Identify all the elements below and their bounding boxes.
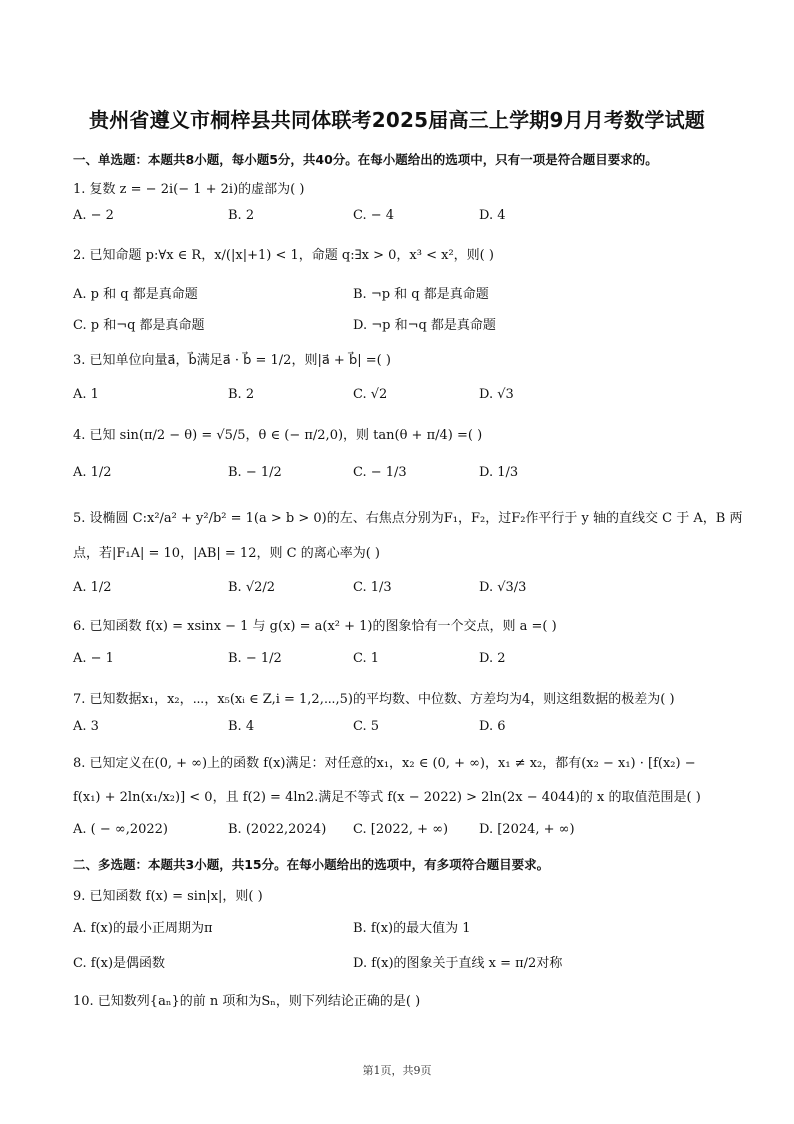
q6-option-c: C. 1 <box>353 651 380 666</box>
q6-option-a: A. − 1 <box>73 651 114 666</box>
q3-option-d: D. √3 <box>479 387 514 402</box>
q3-option-c: C. √2 <box>353 387 388 402</box>
q4-option-b: B. − 1/2 <box>228 465 282 480</box>
q6-option-b: B. − 1/2 <box>228 651 282 666</box>
question-8: 8. 已知定义在(0, + ∞)上的函数 f(x)满足：对任意的x₁，x₂ ∈ (0, + ∞)，x₁ ≠ x₂，都有(x₂ − x₁) · [f(x₂) − <box>73 756 696 771</box>
q3-option-a: A. 1 <box>73 387 99 402</box>
q2-option-b: B. ¬p 和 q 都是真命题 <box>353 287 489 302</box>
q4-option-d: D. 1/3 <box>479 465 519 480</box>
question-8-line-2: f(x₁) + 2ln(x₁/x₂)] < 0，且 f(2) = 4ln2.满足不等式 f(x − 2022) > 2ln(2x − 4044)的 x 的取值范围是( ) <box>73 790 701 805</box>
section-heading-single-choice: 一、单选题：本题共8小题，每小题5分，共40分。在每小题给出的选项中，只有一项是符合题目要求的。 <box>73 152 658 167</box>
question-3: 3. 已知单位向量a⃗，b⃗满足a⃗ · b⃗ = 1/2，则|a⃗ + b⃗| =( ) <box>73 353 391 368</box>
q1-option-b: B. 2 <box>228 208 255 223</box>
q1-option-c: C. − 4 <box>353 208 395 223</box>
q8-option-c: C. [2022, + ∞) <box>353 822 449 837</box>
question-2: 2. 已知命题 p:∀x ∈ R，x/(|x|+1) < 1，命题 q:∃x > 0，x³ < x²，则( ) <box>73 248 494 263</box>
question-5: 5. 设椭圆 C:x²/a² + y²/b² = 1(a > b > 0)的左、右焦点分别为F₁，F₂，过F₂作平行于 y 轴的直线交 C 于 A，B 两 <box>73 511 743 526</box>
question-4: 4. 已知 sin(π/2 − θ) = √5/5，θ ∈ (− π/2,0)，则 tan(θ + π/4) =( ) <box>73 428 483 443</box>
question-7: 7. 已知数据x₁，x₂，⋯，x₅(xᵢ ∈ Z,i = 1,2,⋯,5)的平均数、中位数、方差均为4，则这组数据的极差为( ) <box>73 692 675 707</box>
q9-option-c: C. f(x)是偶函数 <box>73 956 166 971</box>
q5-option-d: D. √3/3 <box>479 580 527 595</box>
question-6: 6. 已知函数 f(x) = xsinx − 1 与 g(x) = a(x² + 1)的图象恰有一个交点，则 a =( ) <box>73 619 557 634</box>
q9-option-d: D. f(x)的图象关于直线 x = π/2对称 <box>353 956 563 971</box>
section-heading-multiple-choice: 二、多选题：本题共3小题，共15分。在每小题给出的选项中，有多项符合题目要求。 <box>73 857 550 872</box>
q7-option-d: D. 6 <box>479 719 506 734</box>
q2-option-d: D. ¬p 和¬q 都是真命题 <box>353 318 496 333</box>
question-1: 1. 复数 z = − 2i(− 1 + 2i)的虚部为( ) <box>73 182 305 197</box>
q2-option-c: C. p 和¬q 都是真命题 <box>73 318 205 333</box>
q7-option-b: B. 4 <box>228 719 255 734</box>
q9-option-b: B. f(x)的最大值为 1 <box>353 921 471 936</box>
q7-option-c: C. 5 <box>353 719 380 734</box>
q1-option-d: D. 4 <box>479 208 506 223</box>
q3-option-b: B. 2 <box>228 387 255 402</box>
q5-option-c: C. 1/3 <box>353 580 392 595</box>
q7-option-a: A. 3 <box>73 719 99 734</box>
q8-option-b: B. (2022,2024) <box>228 822 327 837</box>
q4-option-c: C. − 1/3 <box>353 465 407 480</box>
question-5-line-2: 点，若|F₁A| = 10，|AB| = 12，则 C 的离心率为( ) <box>73 546 380 561</box>
q1-option-a: A. − 2 <box>73 208 114 223</box>
q8-option-a: A. ( − ∞,2022) <box>73 822 168 837</box>
q2-option-a: A. p 和 q 都是真命题 <box>73 287 198 302</box>
q5-option-a: A. 1/2 <box>73 580 112 595</box>
q8-option-d: D. [2024, + ∞) <box>479 822 575 837</box>
question-9: 9. 已知函数 f(x) = sin|x|，则( ) <box>73 889 263 904</box>
q6-option-d: D. 2 <box>479 651 506 666</box>
page-title: 贵州省遵义市桐梓县共同体联考2025届高三上学期9月月考数学试题 <box>89 108 705 132</box>
page-footer: 第1页，共9页 <box>362 1064 432 1077</box>
q5-option-b: B. √2/2 <box>228 580 276 595</box>
question-10: 10. 已知数列{aₙ}的前 n 项和为Sₙ，则下列结论正确的是( ) <box>73 994 421 1009</box>
q4-option-a: A. 1/2 <box>73 465 112 480</box>
q9-option-a: A. f(x)的最小正周期为π <box>73 921 213 936</box>
